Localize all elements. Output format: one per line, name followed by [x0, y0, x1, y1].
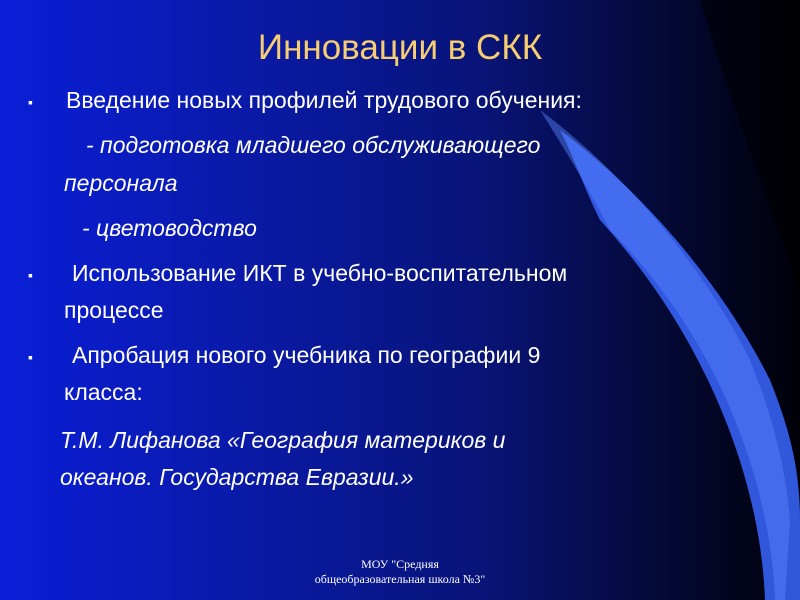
footer-line-1: МОУ "Средняя	[361, 557, 439, 571]
bullet-marker: ▪	[28, 267, 33, 283]
textbook-reference: Т.М. Лифанова «География материков и	[60, 427, 506, 453]
textbook-reference-cont: океанов. Государства Евразии.»	[60, 464, 414, 490]
slide-footer	[250, 557, 550, 587]
bullet-marker: ▪	[28, 349, 33, 365]
bullet-text-textbook: Апробация нового учебника по географии 9	[72, 342, 541, 368]
bullet-text-ict-cont: процессе	[64, 297, 164, 323]
sub-item-staff-training: - подготовка младшего обслуживающего	[86, 132, 541, 158]
sub-item-floriculture: - цветоводство	[82, 215, 257, 241]
slide-title: Инновации в СКК	[257, 28, 543, 67]
footer-line-2: общеобразовательная школа №3"	[314, 572, 486, 586]
sub-item-staff-training-cont: персонала	[64, 170, 178, 196]
bullet-text-profiles: Введение новых профилей трудового обучения:	[66, 87, 582, 113]
bullet-text-textbook-cont: класса:	[64, 379, 143, 405]
bullet-marker: ▪	[28, 94, 33, 110]
bullet-text-ict: Использование ИКТ в учебно-воспитательном	[72, 260, 568, 286]
